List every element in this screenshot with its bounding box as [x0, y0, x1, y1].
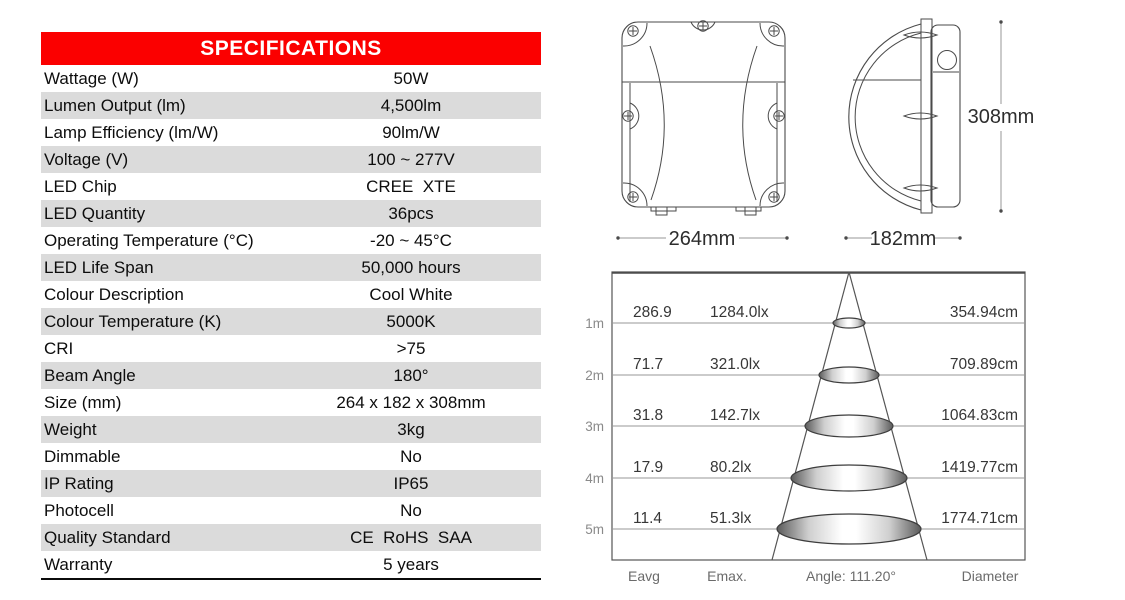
screw-icon [628, 26, 638, 36]
front-width-label: 264mm [668, 228, 736, 250]
emax-value-1m: 1284.0lx [710, 304, 769, 321]
spec-value: 50W [393, 69, 429, 88]
screw-icon [628, 192, 638, 202]
spec-label: LED Chip [44, 177, 117, 196]
side-view-drawing [844, 19, 1034, 250]
depth-dimension [844, 228, 961, 250]
beam-spot-5m [777, 514, 921, 544]
dome-inner-curve [855, 33, 921, 201]
back-plate-outline [931, 25, 960, 207]
specifications-table [41, 32, 541, 580]
eavg-value-5m: 11.4 [633, 510, 663, 527]
height-label-5m: 5m [585, 522, 604, 537]
spec-label: Dimmable [44, 447, 121, 466]
spec-value: CREE XTE [366, 177, 456, 196]
height-label-3m: 3m [585, 419, 604, 434]
spec-row-operating-temperature [41, 227, 541, 254]
spec-row-voltage [41, 146, 541, 173]
eavg-value-1m: 286.9 [633, 304, 672, 321]
spec-row-dimmable [41, 443, 541, 470]
spec-label: IP Rating [44, 474, 114, 493]
spec-row-cri [41, 335, 541, 362]
diameter-value-3m: 1064.83cm [941, 407, 1018, 424]
spec-row-led-chip [41, 173, 541, 200]
spec-row-colour-temperature [41, 308, 541, 335]
fixture-lens-curve-left [650, 46, 664, 200]
spec-label: Operating Temperature (°C) [44, 231, 254, 250]
spec-value: CE RoHS SAA [350, 528, 472, 547]
height-label-2m: 2m [585, 368, 604, 383]
spec-row-wattage [41, 65, 541, 92]
spec-row-led-life-span [41, 254, 541, 281]
spec-value: 264 x 182 x 308mm [336, 393, 486, 412]
footer-angle-label: Angle: 111.20° [806, 568, 896, 584]
spec-label: Colour Description [44, 285, 184, 304]
fixture-body-outline [622, 22, 785, 207]
technical-artwork [560, 0, 1125, 600]
spec-label: Quality Standard [44, 528, 171, 547]
screw-icon [774, 111, 784, 121]
spec-value: 3kg [397, 420, 425, 439]
screw-icon [769, 192, 779, 202]
emax-value-3m: 142.7lx [710, 407, 760, 424]
footer-emax-label: Emax. [707, 568, 747, 584]
spec-value: No [400, 501, 422, 520]
spec-label: Voltage (V) [44, 150, 129, 169]
spec-row-quality-standard [41, 524, 541, 551]
spec-value: -20 ~ 45°C [370, 231, 452, 250]
spec-row-photocell [41, 497, 541, 524]
spec-label: Size (mm) [44, 393, 122, 412]
spec-label: Warranty [44, 555, 113, 574]
screw-icon [623, 111, 633, 121]
spec-row-lamp-efficiency [41, 119, 541, 146]
front-view-drawing [616, 21, 788, 250]
footer-diameter-label: Diameter [961, 568, 1019, 584]
spec-value: 100 ~ 277V [367, 150, 455, 169]
height-dimension [968, 20, 1035, 212]
screw-icon [769, 26, 779, 36]
mounting-tab [651, 207, 676, 215]
spec-row-weight [41, 416, 541, 443]
footer-eavg-label: Eavg [628, 568, 660, 584]
emax-value-2m: 321.0lx [710, 356, 760, 373]
spec-label: Colour Temperature (K) [44, 312, 222, 331]
side-depth-label: 182mm [869, 228, 937, 250]
spec-value: 5 years [383, 555, 439, 574]
emax-value-5m: 51.3lx [710, 510, 752, 527]
height-label-4m: 4m [585, 471, 604, 486]
spec-row-beam-angle [41, 362, 541, 389]
screw-icon [698, 21, 708, 31]
spec-label: LED Quantity [44, 204, 146, 223]
spec-value: 36pcs [388, 204, 434, 223]
spec-value: 4,500lm [380, 96, 442, 115]
spec-value: 5000K [386, 312, 436, 331]
spec-value: 90lm/W [382, 123, 440, 142]
fixture-lens-curve-right [743, 46, 757, 200]
spec-row-lumen-output [41, 92, 541, 119]
side-height-label: 308mm [967, 106, 1035, 128]
eavg-value-4m: 17.9 [633, 459, 664, 476]
mounting-tab [736, 207, 761, 215]
beam-spot-2m [819, 367, 879, 383]
spec-label: Weight [44, 420, 97, 439]
spec-value: >75 [396, 339, 426, 358]
spec-label: Wattage (W) [44, 69, 139, 88]
mounting-flange [921, 19, 932, 213]
diameter-value-4m: 1419.77cm [941, 459, 1018, 476]
spec-row-size [41, 389, 541, 416]
spec-row-ip-rating [41, 470, 541, 497]
height-label-1m: 1m [585, 316, 604, 331]
spec-row-warranty [41, 551, 541, 578]
eavg-value-2m: 71.7 [633, 356, 664, 373]
beam-spot-1m [833, 318, 865, 328]
spec-label: Lamp Efficiency (lm/W) [44, 123, 219, 142]
specifications-title: SPECIFICATIONS [41, 32, 541, 65]
spec-label: Lumen Output (lm) [44, 96, 186, 115]
spec-label: LED Life Span [44, 258, 154, 277]
spec-value: IP65 [393, 474, 429, 493]
beam-spot-4m [791, 465, 907, 491]
spec-value: 180° [393, 366, 429, 385]
eavg-value-3m: 31.8 [633, 407, 664, 424]
conduit-knockout [938, 51, 957, 70]
spec-value: 50,000 hours [361, 258, 461, 277]
beam-spot-3m [805, 415, 893, 437]
diameter-value-1m: 354.94cm [949, 304, 1018, 321]
width-dimension [616, 228, 788, 250]
spec-label: Photocell [44, 501, 114, 520]
emax-value-4m: 80.2lx [710, 459, 752, 476]
diameter-value-5m: 1774.71cm [941, 510, 1018, 527]
spec-value: No [400, 447, 422, 466]
spec-row-led-quantity [41, 200, 541, 227]
spec-row-colour-description [41, 281, 541, 308]
diameter-value-2m: 709.89cm [949, 356, 1018, 373]
spec-value: Cool White [369, 285, 453, 304]
spec-label: CRI [44, 339, 74, 358]
spec-label: Beam Angle [44, 366, 136, 385]
photometric-diagram [585, 272, 1025, 584]
